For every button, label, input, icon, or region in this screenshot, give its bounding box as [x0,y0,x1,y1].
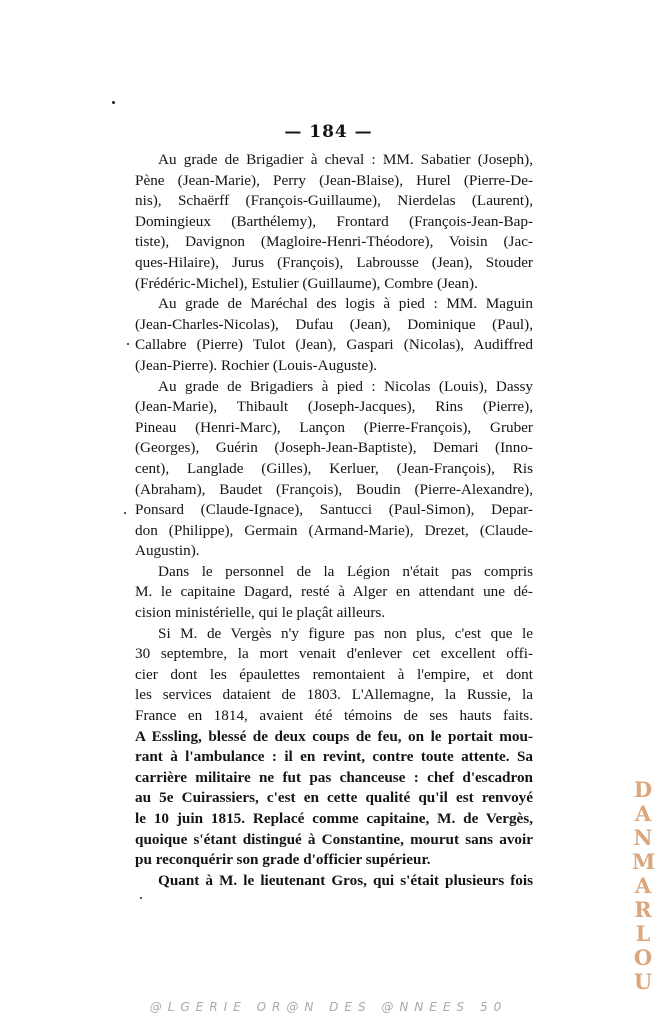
paragraph-personnel-legion [135,562,533,624]
text-line: Pène (Jean-Marie), Perry (Jean-Blaise), Hurel (Pierre-De- [135,171,533,189]
page-number: — 184 — [284,122,373,142]
text-line: ques-Hilaire), Jurus (François), Labrousse (Jean), Stouder [135,253,533,271]
text-line: A Essling, blessé de deux coups de feu, on le portait mou- [135,727,533,745]
text-line: cier dont les épaulettes remontaient à l'empire, et dont [135,665,533,683]
text-line: Ponsard (Claude-Ignace), Santucci (Paul-Simon), Depar- [135,501,533,519]
text-line: (Frédéric-Michel), Estulier (Guillaume), Combre (Jean). [135,274,478,292]
text-line: Augustin). [135,542,200,560]
text-line: Callabre (Pierre) Tulot (Jean), Gaspari (Nicolas), Audiffred [135,336,533,354]
text-line: carrière militaire ne fut pas chanceuse : chef d'escadron [135,768,533,786]
vertical-watermark [632,778,654,994]
text-line: Au grade de Maréchal des logis à pied : MM. Maguin [158,295,533,313]
text-line: France en 1814, avaient été témoins de ses hauts faits. [135,707,533,725]
text-line: Pineau (Henri-Marc), Lançon (Pierre-François), Gruber [135,418,533,436]
text-line: nis), Schaërff (François-Guillaume), Nierdelas (Laurent), [135,192,533,210]
text-line: les services dataient de 1803. L'Allemagne, la Russie, la [135,686,533,704]
watermark-letter: M [632,849,656,874]
text-line: quoique s'étant distingué à Constantine, mourut sans avoir [135,830,533,848]
text-line: Au grade de Brigadiers à pied : Nicolas (Louis), Dassy [158,377,533,395]
watermark-letter: U [633,969,653,994]
text-line: don (Philippe), Germain (Armand-Marie), Drezet, (Claude- [135,521,533,539]
watermark-letter: L [635,921,651,946]
text-line: cision ministérielle, qui le plaçât ailleurs. [135,604,386,622]
text-line: (Jean-Pierre). Rochier (Louis-Auguste). [135,356,378,374]
paragraph-gros [135,871,533,892]
text-line: Domingieux (Barthélemy), Frontard (François-Jean-Bap- [135,212,533,230]
watermark-letter: A [634,873,652,898]
text-line: pu reconquérir son grade d'officier supérieur. [135,851,431,869]
text-line: le 10 juin 1815. Replacé comme capitaine, M. de Vergès, [135,810,533,827]
text-line: (Jean-Charles-Nicolas), Dufau (Jean), Dominique (Paul), [135,315,533,333]
paragraph-marechal-logis [135,294,533,376]
text-line: (Georges), Guérin (Joseph-Jean-Baptiste), Demari (Inno- [135,439,533,457]
text-line: rant à l'ambulance : il en revint, contre toute attente. Sa [135,748,533,766]
watermark-letter: D [633,777,653,802]
text-line: Quant à M. le lieutenant Gros, qui s'était plusieurs fois [158,871,533,889]
ink-speck [140,897,142,899]
ink-speck [124,512,126,514]
watermark-letter: A [634,801,652,826]
footer-watermark: @LGERIE OR@N DES @NNEES 50 [149,1000,508,1014]
paragraph-brigadier-cheval [135,150,533,294]
text-line: 30 septembre, la mort venait d'enlever cet excellent offi- [135,645,533,663]
watermark-letter: O [633,945,653,970]
paragraph-verges [135,624,533,871]
text-line: (Abraham), Baudet (François), Boudin (Pierre-Alexandre), [135,480,533,498]
text-line: tiste), Davignon (Magloire-Henri-Théodore), Voisin (Jac- [135,233,533,251]
paragraph-brigadiers-pied [135,377,533,562]
text-line: Au grade de Brigadier à cheval : MM. Sabatier (Joseph), [158,151,533,168]
text-line: (Jean-Marie), Thibault (Joseph-Jacques), Rins (Pierre), [135,398,533,416]
text-line: cent), Langlade (Gilles), Kerluer, (Jean-François), Ris [135,459,533,477]
text-line: Dans le personnel de la Légion n'était pas compris [158,562,533,580]
ink-speck [112,101,115,104]
ink-speck [127,343,129,345]
text-line: M. le capitaine Dagard, resté à Alger en attendant une dé- [135,583,533,601]
text-line: au 5e Cuirassiers, c'est en cette qualité qu'il est renvoyé [135,789,533,807]
page-body-text [135,150,533,891]
watermark-letter: R [634,897,652,922]
watermark-letter: N [633,825,653,850]
text-line: Si M. de Vergès n'y figure pas non plus, c'est que le [158,624,533,642]
